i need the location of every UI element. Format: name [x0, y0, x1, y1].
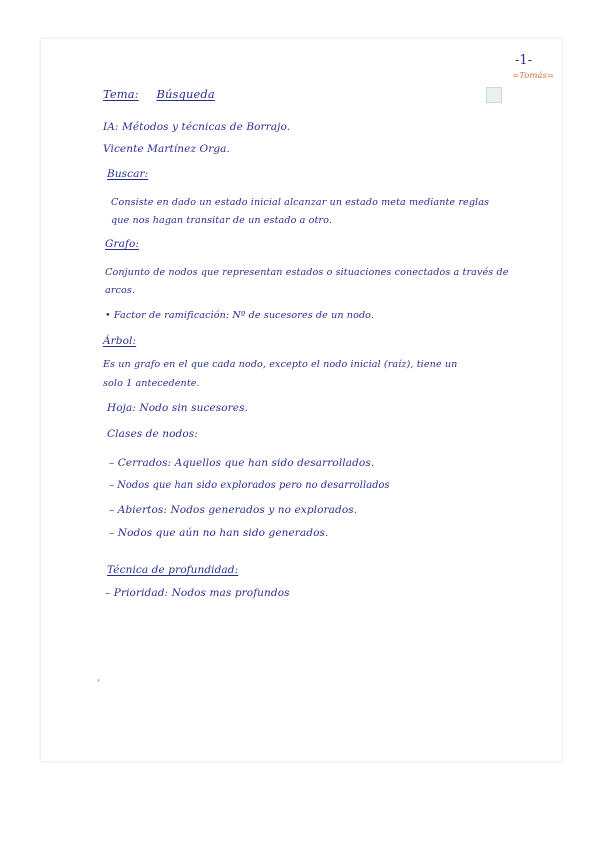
hoja-line: Hoja: Nodo sin sucesores.: [107, 402, 249, 414]
author-tag: =Tomás=: [512, 71, 554, 81]
grafo-line-3: • Factor de ramificación: Nº de sucesores de un nodo.: [105, 310, 375, 321]
reference-line: IA: Métodos y técnicas de Borrajo.: [103, 121, 291, 133]
grafo-line-2: arcos.: [105, 285, 136, 296]
buscar-line-2: que nos hagan transitar de un estado a otro.: [111, 215, 332, 226]
clase-explorados: – Nodos que han sido explorados pero no desarrollados: [109, 480, 390, 491]
tecnica-line-1: – Prioridad: Nodos mas profundos: [105, 587, 290, 599]
arbol-heading: Árbol:: [103, 335, 137, 347]
page-number: -1-: [514, 53, 532, 68]
title-value: Búsqueda: [156, 87, 215, 101]
title-row: [103, 87, 215, 101]
grafo-line-1: Conjunto de nodos que representan estados o situaciones conectados a través de: [105, 267, 509, 278]
author-line: Vicente Martínez Orga.: [103, 143, 230, 155]
tecnica-heading: Técnica de profundidad:: [107, 564, 239, 576]
arbol-line-2: solo 1 antecedente.: [103, 378, 200, 389]
buscar-heading: Buscar:: [107, 168, 149, 180]
stamp-mark-icon: [486, 87, 502, 103]
stray-dot-icon: [97, 679, 100, 682]
clase-no-generados: – Nodos que aún no han sido generados.: [109, 527, 329, 539]
clases-line: Clases de nodos:: [107, 428, 198, 440]
buscar-line-1: Consiste en dado un estado inicial alcanzar un estado meta mediante reglas: [111, 197, 490, 208]
clase-cerrados: – Cerrados: Aquellos que han sido desarrollados.: [109, 457, 375, 469]
grafo-heading: Grafo:: [105, 238, 140, 250]
arbol-line-1: Es un grafo en el que cada nodo, excepto el nodo inicial (raíz), tiene un: [103, 359, 458, 370]
title-label: Tema:: [103, 87, 139, 101]
notebook-page: [40, 38, 563, 762]
clase-abiertos: – Abiertos: Nodos generados y no explorados.: [109, 504, 358, 516]
